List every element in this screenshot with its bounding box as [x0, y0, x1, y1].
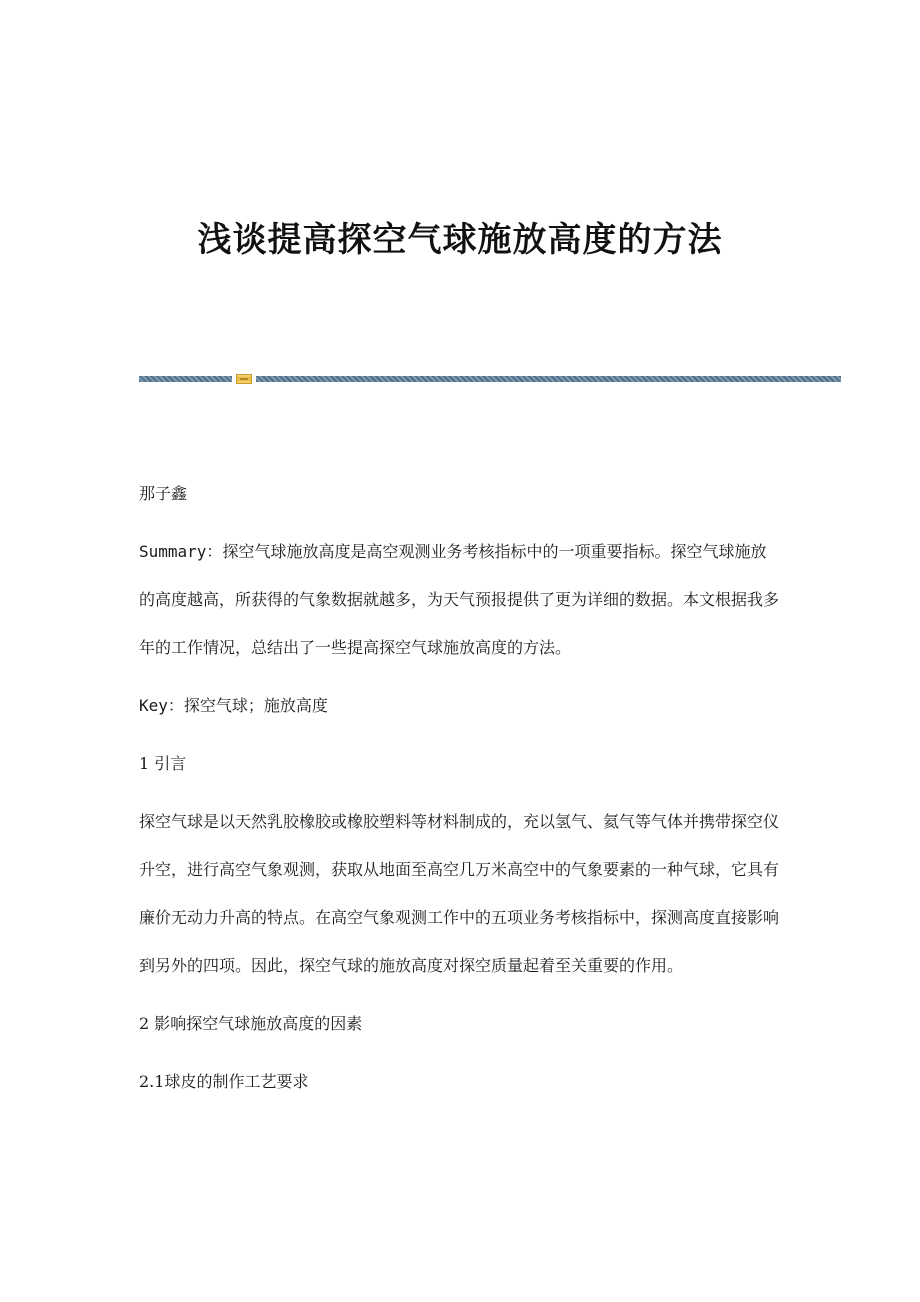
section-2-1-heading: 2.1球皮的制作工艺要求 [139, 1072, 309, 1091]
author-name: 那子鑫 [139, 484, 188, 503]
keywords-text: 探空气球；施放高度 [183, 696, 328, 715]
divider-ornament-icon [236, 374, 252, 384]
title-divider [139, 374, 841, 384]
summary-paragraph [139, 528, 781, 672]
document-title: 浅谈提高探空气球施放高度的方法 [197, 220, 723, 260]
summary-text: 探空气球施放高度是高空观测业务考核指标中的一项重要指标。探空气球施放的高度越高，所获得的气象数据就越多，为天气预报提供了更为详细的数据。本文根据我多年的工作情况，总结出了一些提高探空气球施放高度的方法。 [139, 542, 780, 657]
document-body [139, 470, 781, 1116]
section-1-heading: 1 引言 [139, 754, 187, 773]
section-2-heading: 2 影响探空气球施放高度的因素 [139, 1014, 363, 1033]
divider-bar-left [139, 376, 232, 382]
divider-bar-right [256, 376, 841, 382]
keywords-paragraph [139, 682, 781, 730]
summary-label: Summary： [139, 542, 223, 561]
keywords-label: Key： [139, 696, 184, 715]
section-1-paragraph: 探空气球是以天然乳胶橡胶或橡胶塑料等材料制成的，充以氢气、氦气等气体并携带探空仪升空，进行高空气象观测，获取从地面至高空几万米高空中的气象要素的一种气球，它具有廉价无动力升高的特点。在高空气象观测工作中的五项业务考核指标中，探测高度直接影响到另外的四项。因此，探空气球的施放高度对探空质量起着至关重要的作用。 [139, 812, 780, 975]
